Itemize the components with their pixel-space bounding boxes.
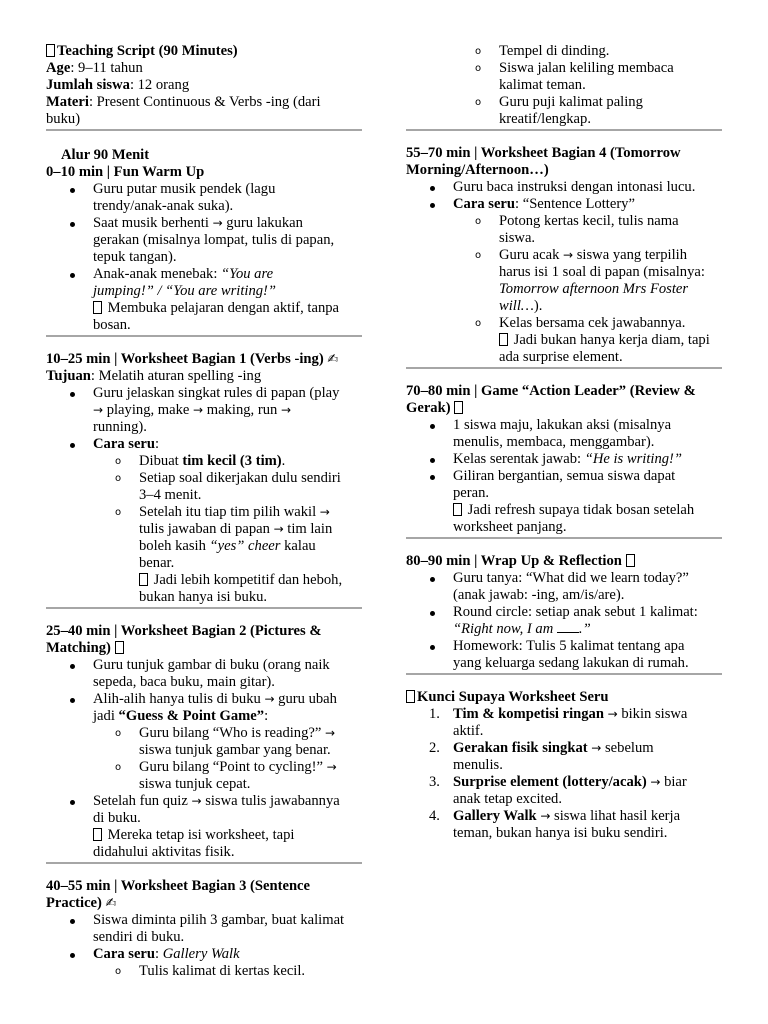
sub-list-item: o Potong kertas kecil, tulis nama siswa.	[499, 213, 722, 247]
section-wrap-up	[406, 553, 722, 675]
numbered-item: 1. Tim & kompetisi ringan → bikin siswa aktif.	[429, 706, 688, 739]
section-game	[406, 383, 722, 539]
list-item: Cara seru: o Dibuat tim kecil (3 tim). o Setiap soal dikerjakan dulu sendiri 3–4 menit. o Setelah itu tiap tim pilih wakil → tulis jawaban di papan → tim lain boleh kasih “yes” cheer kalau benar. Jadi lebih kompetitif dan heboh, bukan hanya isi buku.	[93, 436, 362, 606]
emoji-placeholder-icon	[93, 301, 102, 314]
right-arrow-icon: →	[319, 505, 330, 519]
numbered-item: 4. Gallery Walk → siswa lihat hasil kerja teman, bukan hanya isi buku sendiri.	[429, 808, 681, 841]
section-worksheet-2	[46, 623, 362, 864]
sub-list-item: o Guru acak → siswa yang terpilih harus isi 1 soal di papan (misalnya: Tomorrow afternoon Mrs Foster will…).	[499, 247, 722, 315]
header-section	[46, 43, 362, 131]
game-list	[406, 417, 722, 536]
emoji-placeholder-icon	[499, 333, 508, 346]
age-line: Age: 9–11 tahun	[46, 60, 143, 76]
alur-heading: Alur 90 Menit	[61, 147, 150, 163]
emoji-placeholder-icon	[115, 641, 124, 654]
list-item: Kelas serentak jawab: “He is writing!”	[453, 451, 722, 468]
sub-list-item: o Setelah itu tiap tim pilih wakil → tulis jawaban di papan → tim lain boleh kasih “yes” cheer kalau benar. Jadi lebih kompetitif dan heboh, bukan hanya isi buku.	[139, 504, 362, 606]
sub-list-item: o Tulis kalimat di kertas kecil.	[139, 963, 362, 980]
list-item: Saat musik berhenti → guru lakukan gerakan (misalnya lompat, tulis di papan, tepuk tangan).	[93, 215, 362, 266]
section-worksheet-3	[46, 878, 362, 980]
sub-list-item: o Dibuat tim kecil (3 tim).	[139, 453, 362, 470]
list-item: Guru putar musik pendek (lagu trendy/anak-anak suka).	[93, 181, 362, 215]
list-item: Guru baca instruksi dengan intonasi lucu.	[453, 179, 722, 196]
sub-list-item: o Setiap soal dikerjakan dulu sendiri 3–4 menit.	[139, 470, 362, 504]
document-title: Teaching Script (90 Minutes)	[46, 43, 362, 60]
list-item: 1 siswa maju, lakukan aksi (misalnya menulis, membaca, menggambar).	[453, 417, 722, 451]
emoji-placeholder-icon	[453, 503, 462, 516]
sub-list	[93, 963, 362, 980]
wrap-up-list	[406, 570, 722, 672]
right-arrow-icon: →	[540, 809, 551, 823]
right-arrow-icon: →	[591, 741, 602, 755]
section-title-2: Morning/Afternoon…)	[406, 162, 549, 178]
emoji-placeholder-icon	[626, 554, 635, 567]
warm-up-list	[46, 181, 362, 334]
numbered-item: 3. Surprise element (lottery/acak) → biar anak tetap excited.	[429, 774, 687, 807]
section-divider	[406, 367, 722, 369]
list-item: Giliran bergantian, semua siswa dapat peran. Jadi refresh supaya tidak bosan setelah worksheet panjang.	[453, 468, 722, 536]
list-item: Guru tanya: “What did we learn today?” (anak jawab: -ing, am/is/are).	[453, 570, 722, 604]
right-arrow-icon: →	[607, 707, 618, 721]
sub-list	[93, 725, 362, 793]
right-arrow-icon: →	[191, 794, 202, 808]
list-item: Cara seru: Gallery Walk o Tulis kalimat di kertas kecil.	[93, 946, 362, 980]
materi-line: Materi: Present Continuous & Verbs -ing (dari	[46, 94, 321, 110]
section-title-2: Practice) ✍	[46, 895, 117, 911]
right-column	[406, 43, 722, 842]
sub-list-item: o Guru bilang “Who is reading?” → siswa tunjuk gambar yang benar.	[139, 725, 362, 759]
section-worksheet-4	[406, 145, 722, 369]
emoji-placeholder-icon	[406, 690, 415, 703]
right-arrow-icon: →	[280, 403, 291, 417]
materi-line-2: buku)	[46, 111, 81, 127]
section-warm-up	[46, 147, 362, 337]
right-arrow-icon: →	[264, 692, 275, 706]
left-column	[46, 43, 362, 980]
list-item: Round circle: setiap anak sebut 1 kalimat: “Right now, I am .”	[453, 604, 722, 638]
sub-list	[93, 453, 362, 606]
right-arrow-icon: →	[93, 403, 104, 417]
emoji-placeholder-icon	[454, 401, 463, 414]
section-title: 0–10 min | Fun Warm Up	[46, 164, 205, 180]
key-tips-list	[406, 706, 722, 842]
right-arrow-icon: →	[273, 522, 284, 536]
section-title: Kunci Supaya Worksheet Seru	[406, 689, 722, 706]
section-worksheet-3-continued	[406, 43, 722, 131]
sub-list-item: o Guru puji kalimat paling kreatif/lengkap.	[499, 94, 722, 128]
section-title: 25–40 min | Worksheet Bagian 2 (Pictures &	[46, 623, 322, 639]
writing-hand-icon: ✍	[327, 352, 339, 367]
list-item: Cara seru: “Sentence Lottery” o Potong kertas kecil, tulis nama siswa. o Guru acak → siswa yang terpilih harus isi 1 soal di papan (misalnya: Tomorrow afternoon Mrs Foster will…). o Kelas bersama cek jawabannya. Jadi bukan hanya kerja diam, tapi ada surprise element.	[453, 196, 722, 366]
section-divider	[46, 335, 362, 337]
tujuan-line: Tujuan: Melatih aturan spelling -ing	[46, 368, 262, 384]
section-title: 55–70 min | Worksheet Bagian 4 (Tomorrow	[406, 145, 681, 161]
sub-list-item: o Siswa jalan keliling membaca kalimat teman.	[499, 60, 722, 94]
right-arrow-icon: →	[326, 760, 337, 774]
right-arrow-icon: →	[193, 403, 204, 417]
fill-in-blank	[557, 621, 579, 633]
list-item: Guru tunjuk gambar di buku (orang naik sepeda, baca buku, main gitar).	[93, 657, 362, 691]
worksheet-3-list	[46, 912, 362, 980]
section-divider	[406, 537, 722, 539]
sub-list-item: o Tempel di dinding.	[499, 43, 722, 60]
emoji-placeholder-icon	[93, 828, 102, 841]
list-item: Siswa diminta pilih 3 gambar, buat kalimat sendiri di buku.	[93, 912, 362, 946]
section-divider	[46, 129, 362, 131]
list-item: Anak-anak menebak: “You are jumping!” / “You are writing!” Membuka pelajaran dengan aktif, tanpa bosan.	[93, 266, 362, 334]
students-line: Jumlah siswa: 12 orang	[46, 77, 190, 93]
right-arrow-icon: →	[650, 775, 661, 789]
worksheet-4-list	[406, 179, 722, 366]
section-title-2: Matching)	[46, 640, 362, 657]
section-worksheet-1	[46, 351, 362, 609]
section-divider	[406, 673, 722, 675]
writing-hand-icon: ✍	[105, 896, 117, 911]
sub-list	[406, 43, 722, 128]
list-item: Setelah fun quiz → siswa tulis jawabannya di buku. Mereka tetap isi worksheet, tapi didahului aktivitas fisik.	[93, 793, 362, 861]
sub-list	[453, 213, 722, 366]
section-title: 80–90 min | Wrap Up & Reflection	[406, 553, 722, 570]
list-item: Guru jelaskan singkat rules di papan (play → playing, make → making, run → running).	[93, 385, 362, 436]
sub-list-item: o Kelas bersama cek jawabannya. Jadi bukan hanya kerja diam, tapi ada surprise element.	[499, 315, 722, 366]
section-title: 70–80 min | Game “Action Leader” (Review &	[406, 383, 696, 399]
right-arrow-icon: →	[325, 726, 336, 740]
section-title: 10–25 min | Worksheet Bagian 1 (Verbs -ing) ✍	[46, 351, 339, 367]
right-arrow-icon: →	[212, 216, 223, 230]
sub-list-item: o Guru bilang “Point to cycling!” → siswa tunjuk cepat.	[139, 759, 362, 793]
section-divider	[46, 862, 362, 864]
section-divider	[406, 129, 722, 131]
worksheet-2-list	[46, 657, 362, 861]
right-arrow-icon: →	[563, 248, 574, 262]
section-title-2: Gerak)	[406, 400, 722, 417]
list-item: Alih-alih hanya tulis di buku → guru ubah jadi “Guess & Point Game”: o Guru bilang “Who is reading?” → siswa tunjuk gambar yang benar. o Guru bilang “Point to cycling!” → siswa tunjuk cepat.	[93, 691, 362, 793]
section-title: 40–55 min | Worksheet Bagian 3 (Sentence	[46, 878, 311, 894]
section-divider	[46, 607, 362, 609]
worksheet-1-list	[46, 385, 362, 606]
emoji-placeholder-icon	[139, 573, 148, 586]
emoji-placeholder-icon	[46, 44, 55, 57]
numbered-item: 2. Gerakan fisik singkat → sebelum menulis.	[429, 740, 654, 773]
section-key-tips	[406, 689, 722, 842]
list-item: Homework: Tulis 5 kalimat tentang apa yang keluarga sedang lakukan di rumah.	[453, 638, 722, 672]
